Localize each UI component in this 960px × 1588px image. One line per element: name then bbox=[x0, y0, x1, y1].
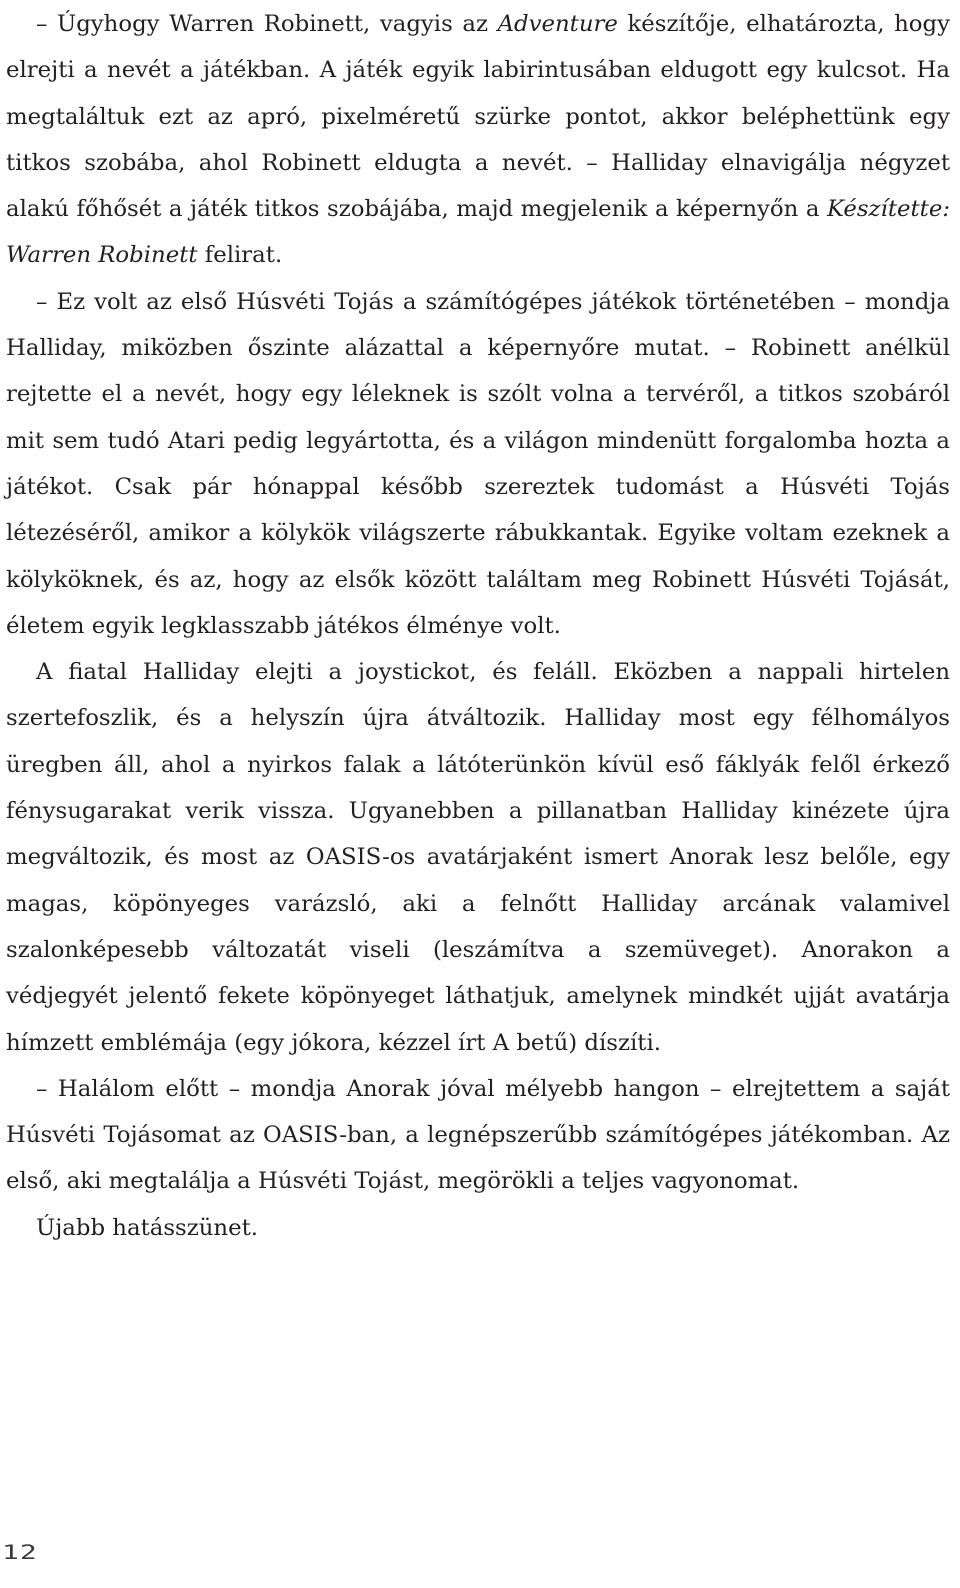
paragraph-1-text-b: készítője, elhatározta, hogy elrejti a nevét a játékban. A játék egyik labirintusában eldugott egy kulcsot. Ha megtaláltuk ezt az apró, pixelméretű szürke pontot, akkor beléphettünk egy titkos szobába, ahol Robinett eldugta a nevét. – Halliday elnavigálja négyzet alakú főhősét a játék titkos szobájába, majd megjelenik a képernyőn a bbox=[6, 11, 950, 223]
paragraph-1-text-c: felirat. bbox=[197, 242, 283, 269]
paragraph-1-text-a: – Úgyhogy Warren Robinett, vagyis az bbox=[36, 11, 498, 37]
paragraph-2: – Ez volt az első Húsvéti Tojás a számítógépes játékok történetében – mondja Halliday, miközben őszinte alázattal a képernyőre mutat. – Robinett anélkül rejtette el a nevét, hogy egy léleknek is szólt volna a tervéről, a titkos szobáról mit sem tudó Atari pedig legyártotta, és a világon mindenütt forgalomba hozta a játékot. Csak pár hónappal később szereztek tudomást a Húsvéti Tojás létezéséről, amikor a kölykök világszerte rábukkantak. Egyike voltam ezeknek a kölyköknek, és az, hogy az elsők között találtam meg Robinett Húsvéti Tojását, életem egyik legklasszabb játékos élménye volt. bbox=[6, 288, 950, 639]
paragraph-3: A fiatal Halliday elejti a joystickot, és feláll. Eközben a nappali hirtelen szertefoszlik, és a helyszín újra átváltozik. Halliday most egy félhomályos üregben áll, ahol a nyirkos falak a látóterünkön kívül eső fáklyák felől érkező fénysugarakat verik vissza. Ugyanebben a pillanatban Halliday kinézete újra megváltozik, és most az OASIS-os avatárjaként ismert Anorak lesz belőle, egy magas, köpönyeges varázsló, aki a felnőtt Halliday arcának valamivel szalonképesebb változatát viseli (leszámítva a szemüveget). Anorakon a védjegyét jelentő fekete köpönyeget láthatjuk, amelynek mindkét ujját avatárja hímzett emblémája (egy jókora, kézzel írt A betű) díszíti. bbox=[6, 659, 950, 1056]
paragraph-1 bbox=[6, 1, 950, 279]
paragraph-5: Újabb hatásszünet. bbox=[36, 1214, 259, 1241]
page-body bbox=[6, 0, 950, 1251]
screen-credit-text: Készítette: Warren Robinett bbox=[6, 196, 950, 269]
game-title-adventure: Adventure bbox=[497, 11, 618, 37]
page-number: 12 bbox=[2, 1541, 38, 1565]
paragraph-4: – Halálom előtt – mondja Anorak jóval mélyebb hangon – elrejtettem a saját Húsvéti Tojásomat az OASIS-ban, a legnépszerűbb számítógépes játékomban. Az első, aki megtalálja a Húsvéti Tojást, megörökli a teljes vagyonomat. bbox=[6, 1075, 950, 1195]
